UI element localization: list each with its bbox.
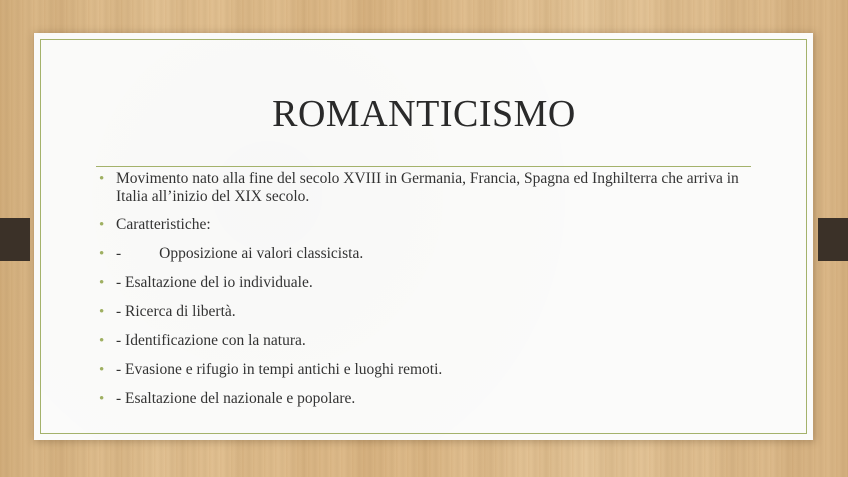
bullet-dot-icon: • xyxy=(99,171,105,187)
list-item xyxy=(99,170,764,206)
century-numeral: XVIII xyxy=(343,170,382,187)
list-item xyxy=(99,274,764,292)
left-tab-marker-icon xyxy=(0,218,30,261)
bullet-text: in Germania, Francia, Spagna ed Inghilterra che arriva in Italia all’inizio del xyxy=(116,170,739,205)
list-item xyxy=(99,245,764,263)
title-divider xyxy=(96,166,751,167)
list-item xyxy=(99,303,764,321)
bullet-text: secolo. xyxy=(261,188,310,205)
bullet-dash: - xyxy=(116,245,122,262)
slide-title: ROMANTICISMO xyxy=(272,93,576,135)
bullet-dot-icon: • xyxy=(99,217,105,233)
bullet-text: Caratteristiche: xyxy=(116,216,211,233)
bullet-dot-icon: • xyxy=(99,362,105,378)
right-tab-marker-icon xyxy=(818,218,848,261)
bullet-dot-icon: • xyxy=(99,304,105,320)
bullet-text: - Ricerca di libertà. xyxy=(116,303,236,320)
list-item xyxy=(99,390,764,408)
bullet-text: - Esaltazione del nazionale e popolare. xyxy=(116,390,356,407)
list-item xyxy=(99,332,764,350)
bullet-list xyxy=(99,170,764,419)
list-item xyxy=(99,361,764,379)
bullet-text: Movimento nato alla fine del secolo xyxy=(116,170,344,187)
century-numeral: XIX xyxy=(234,188,262,205)
bullet-text: - Identificazione con la natura. xyxy=(116,332,306,349)
bullet-dot-icon: • xyxy=(99,275,105,291)
bullet-text: - Esaltazione del io individuale. xyxy=(116,274,313,291)
bullet-dot-icon: • xyxy=(99,391,105,407)
bullet-dot-icon: • xyxy=(99,246,105,262)
bullet-text: - Evasione e rifugio in tempi antichi e luoghi remoti. xyxy=(116,361,443,378)
list-item xyxy=(99,216,764,234)
bullet-dot-icon: • xyxy=(99,333,105,349)
bullet-text: Opposizione ai valori classicista. xyxy=(159,245,364,262)
